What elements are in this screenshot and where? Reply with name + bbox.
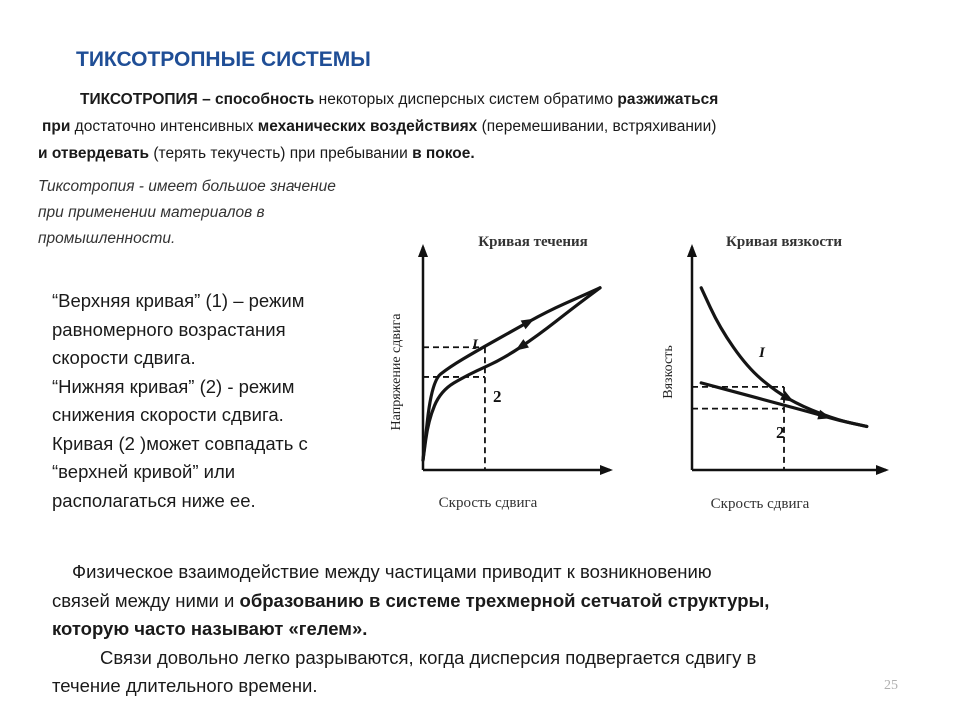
viscosity-curve-plot — [661, 244, 889, 475]
x-axis-arrow — [600, 465, 613, 475]
page-number: 25 — [884, 678, 898, 693]
series-label-2: 2 — [493, 387, 502, 406]
bottom-line: Связи довольно легко разрываются, когда дисперсия подвергается сдвигу в — [100, 646, 757, 668]
definition-paragraph — [38, 86, 918, 167]
definition-term: ТИКСОТРОПИЯ – способность — [80, 91, 315, 108]
viscosity-curve-chart — [654, 222, 894, 522]
importance-note — [38, 174, 418, 252]
definition-text-3: (перемешивании, встряхивании) — [477, 118, 717, 135]
y-axis-arrow — [687, 244, 697, 257]
definition-text-4: (терять текучесть) при пребывании — [149, 145, 413, 162]
note-line: Тиксотропия - имеет большое значение — [38, 178, 336, 195]
desc-line: скорости сдвига. — [52, 347, 196, 368]
series-arrow-I — [521, 314, 537, 329]
slide-title: ТИКСОТРОПНЫЕ СИСТЕМЫ — [76, 48, 371, 71]
desc-line: располагаться ниже ее. — [52, 489, 256, 511]
desc-line: “верхней кривой” или — [52, 461, 236, 482]
flow-curve-chart — [385, 222, 625, 522]
bottom-line: течение длительного времени. — [52, 675, 318, 696]
series-label-I: I — [759, 345, 765, 361]
chart-title: Кривая вязкости — [726, 234, 842, 250]
note-line: промышленности. — [38, 230, 176, 247]
x-axis-label: Скрость сдвига — [438, 495, 538, 511]
series-line-I — [423, 288, 600, 460]
definition-bold-3: механических воздействиях — [257, 118, 478, 135]
x-axis-arrow — [876, 465, 889, 475]
flow-curve-plot — [389, 244, 613, 475]
bottom-text: связей между ними и — [52, 589, 240, 611]
desc-line: равномерного возрастания — [52, 318, 286, 340]
y-axis-label: Вязкость — [661, 345, 676, 399]
bottom-bold: которую часто называют «гелем». — [52, 618, 368, 639]
desc-line: “Верхняя кривая” (1) – режим — [52, 290, 305, 311]
series-line-2 — [423, 288, 600, 460]
definition-bold-2: при — [42, 118, 71, 135]
curves-description — [52, 287, 372, 515]
definition-bold-1: разжижаться — [617, 91, 719, 108]
definition-text-1: некоторых дисперсных систем обратимо — [314, 91, 618, 108]
definition-bold-4: и отвердевать — [38, 145, 150, 162]
desc-line: “Нижняя кривая” (2) - режим — [52, 375, 295, 397]
definition-text-2: достаточно интенсивных — [70, 118, 258, 135]
chart-title: Кривая течения — [478, 234, 588, 250]
series-label-2: 2 — [776, 423, 785, 442]
definition-bold-5: в покое. — [412, 145, 475, 162]
desc-line: Кривая (2 )может совпадать с — [52, 432, 308, 454]
x-axis-label: Скрость сдвига — [710, 496, 810, 512]
note-line: при применении материалов в — [38, 204, 265, 221]
bottom-line: Физическое взаимодействие между частицами приводит к возникновению — [72, 561, 712, 582]
series-label-I: I — [472, 337, 478, 353]
y-axis-arrow — [418, 244, 428, 257]
desc-line: снижения скорости сдвига. — [52, 404, 284, 425]
bottom-bold: образованию в системе трехмерной сетчатой структуры, — [239, 589, 770, 611]
bottom-paragraphs — [52, 558, 902, 701]
y-axis-label: Напряжение сдвига — [389, 313, 404, 431]
